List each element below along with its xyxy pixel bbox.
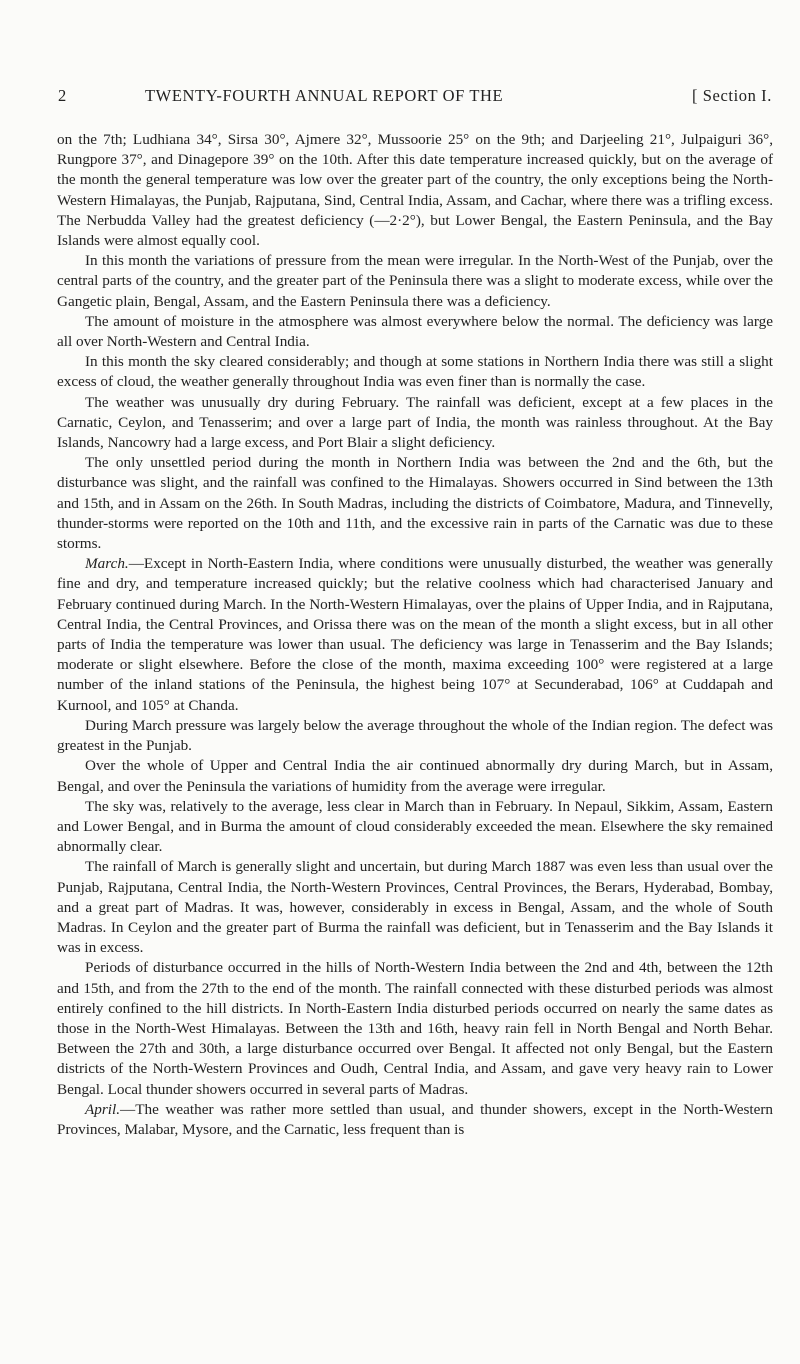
paragraph-text: Over the whole of Upper and Central India the air continued abnormally dry during March, but in Assam, Bengal, and over the Peninsula the variations of humidity from the average were irregular.: [57, 757, 773, 795]
paragraph-text: In this month the variations of pressure from the mean were irregular. In the North-West of the Punjab, over the central parts of the country, and the greater part of the Peninsula there was a slight to moderate excess, while over the Gangetic plain, Bengal, Assam, and the Eastern Peninsula there was a deficiency.: [57, 252, 773, 310]
month-heading: March.: [85, 555, 129, 573]
paragraph-text: The rainfall of March is generally slight and uncertain, but during March 1887 was even less than usual over the Punjab, Rajputana, Central India, the North-Western Provinces, Central Provinces, the Berars, Hyderabad, Bombay, and a great part of Madras. It was, however, considerably in excess in Bengal, Assam, and the whole of South Madras. In Ceylon and the greater part of Burma the rainfall was deficient, but in Tenasserim and the Bay Islands it was in excess.: [57, 858, 773, 957]
paragraph: [57, 716, 773, 756]
paragraph: [57, 756, 773, 796]
paragraph: [57, 393, 773, 454]
paragraph: [57, 857, 773, 958]
paragraph: [57, 453, 773, 554]
month-heading: April.: [85, 1100, 121, 1118]
paragraph: [57, 797, 773, 858]
paragraph: [57, 130, 773, 251]
paragraph: [57, 958, 773, 1099]
paragraph-text: The sky was, relatively to the average, less clear in March than in February. In Nepaul, Sikkim, Assam, Eastern and Lower Bengal, and in Burma the amount of cloud considerably exceeded the mean. Elsewhere the sky remained abnormally clear.: [57, 797, 773, 856]
section-label: [ Section I.: [691, 86, 772, 105]
body-text: [57, 130, 773, 1140]
paragraph-text: The weather was unusually dry during February. The rainfall was deficient, except at a few places in the Carnatic, Ceylon, and Tenasserim; and over a large part of India, the month was rainless throughout. At the Bay Islands, Nancowry had a large excess, and Port Blair a slight deficiency.: [57, 393, 773, 452]
paragraph-text: —The weather was rather more settled than usual, and thunder showers, except in the North-Western Provinces, Malabar, Mysore, and the Carnatic, less frequent than is: [57, 1100, 773, 1138]
paragraph: [57, 352, 773, 392]
paragraph-text: Periods of disturbance occurred in the hills of North-Western India between the 2nd and 4th, between the 12th and 15th, and from the 27th to the end of the month. The rainfall connected with these disturbed periods was almost entirely confined to the hill districts. In North-Eastern India disturbed periods occurred on nearly the same dates as those in the North-West Himalayas. Between the 13th and 16th, heavy rain fell in North Bengal and North Behar. Between the 27th and 30th, a large disturbance occurred over Bengal. It affected not only Bengal, but the Eastern districts of the North-Western Provinces and Oudh, Central India, and Assam, and gave very heavy rain to Lower Bengal. Local thunder showers occurred in several parts of Madras.: [57, 959, 773, 1098]
paragraph: [57, 312, 773, 352]
page-header: [58, 86, 772, 106]
page-number: 2: [58, 86, 67, 105]
paragraph-text: on the 7th; Ludhiana 34°, Sirsa 30°, Ajmere 32°, Mussoorie 25° on the 9th; and Darjeeling 21°, Julpaiguri 36°, Rungpore 37°, and Dinagepore 39° on the 10th. After this date temperature increased quickly, but on the average of the month the general temperature was low over the greater part of the country, the only exceptions being the North-Western Himalayas, the Punjab, Rajputana, Sind, Central India, Assam, and Cachar, where there was a trifling excess. The Nerbudda Valley had the greatest deficiency (—2·2°), but Lower Bengal, the Eastern Peninsula, and the Bay Islands were almost equally cool.: [57, 131, 773, 250]
paragraph: [57, 554, 773, 716]
paragraph-text: The only unsettled period during the month in Northern India was between the 2nd and the 6th, but the disturbance was slight, and the rainfall was confined to the Himalayas. Showers occurred in Sind between the 13th and 15th, and in Assam on the 26th. In South Madras, including the districts of Coimbatore, Madura, and Tinnevelly, thunder-storms were reported on the 10th and 11th, and the excessive rain in parts of the Carnatic was due to these storms.: [57, 454, 773, 553]
paragraph: [57, 1100, 773, 1140]
paragraph-text: In this month the sky cleared considerably; and though at some stations in Northern India there was still a slight excess of cloud, the weather generally throughout India was even finer than is normally the case.: [57, 353, 773, 391]
paragraph-text: —Except in North-Eastern India, where conditions were unusually disturbed, the weather was generally fine and dry, and temperature increased quickly; but the relative coolness which had characterised January and February continued during March. In the North-Western Himalayas, over the plains of Upper India, and in Rajputana, Central India, the Central Provinces, and Orissa there was on the mean of the month a slight excess, but in all other parts of India the temperature was lower than usual. The deficiency was large in Tenasserim and the Bay Islands; moderate or slight elsewhere. Before the close of the month, maxima exceeding 100° were registered at a large number of the inland stations of the Peninsula, the highest being 107° at Secunderabad, 106° at Cuddapah and Kurnool, and 105° at Chanda.: [57, 555, 773, 714]
paragraph: [57, 251, 773, 312]
paragraph-text: During March pressure was largely below the average throughout the whole of the Indian region. The defect was greatest in the Punjab.: [57, 716, 773, 755]
paragraph-text: The amount of moisture in the atmosphere was almost everywhere below the normal. The deficiency was large all over North-Western and Central India.: [57, 312, 773, 351]
running-title: TWENTY-FOURTH ANNUAL REPORT OF THE: [145, 86, 504, 105]
